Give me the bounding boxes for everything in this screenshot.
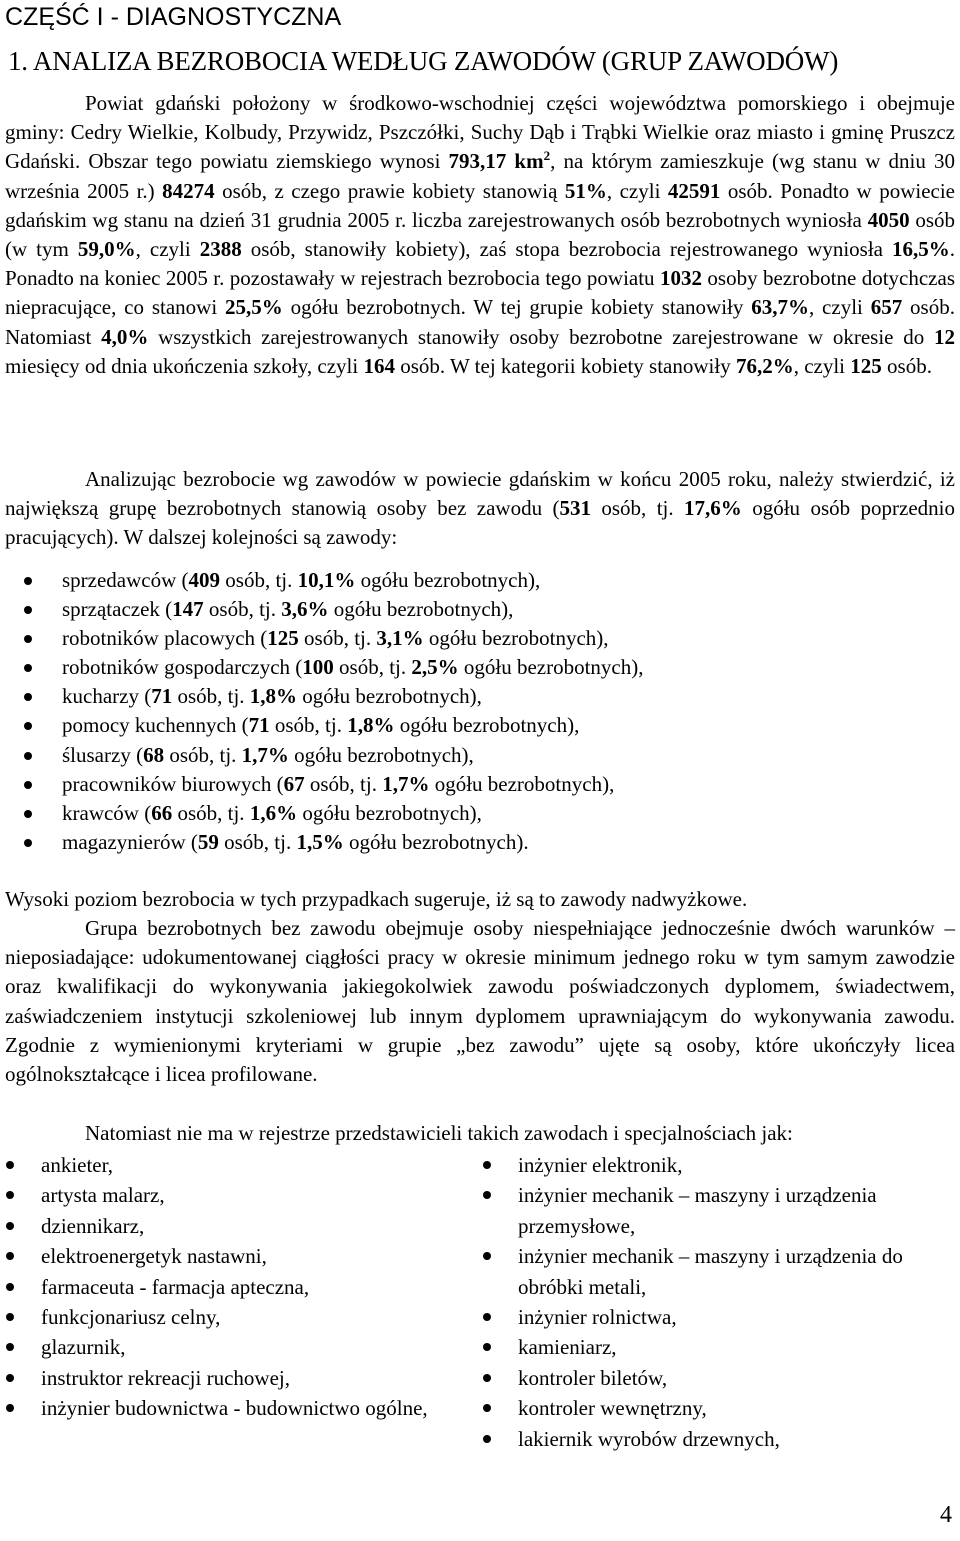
list-item: elektroenergetyk nastawni, (5, 1241, 445, 1271)
list-item: robotników placowych (125 osób, tj. 3,1% ogółu bezrobotnych), (5, 624, 905, 653)
list-item: sprzedawców (409 osób, tj. 10,1% ogółu bezrobotnych), (5, 566, 905, 595)
list-item: kucharzy (71 osób, tj. 1,8% ogółu bezrobotnych), (5, 682, 905, 711)
list-item: kontroler wewnętrzny, (482, 1393, 960, 1423)
list-item: dziennikarz, (5, 1211, 445, 1241)
list-item: inżynier mechanik – maszyny i urządzenia przemysłowe, (482, 1180, 960, 1241)
list-item: inżynier mechanik – maszyny i urządzenia do obróbki metali, (482, 1241, 960, 1302)
list-item: magazynierów (59 osób, tj. 1,5% ogółu bezrobotnych). (5, 828, 905, 857)
missing-occupations-list-left (5, 1150, 445, 1424)
list-item: lakiernik wyrobów drzewnych, (482, 1424, 960, 1454)
page-number: 4 (940, 1502, 952, 1528)
list-item: ankieter, (5, 1150, 445, 1180)
list-item: krawców (66 osób, tj. 1,6% ogółu bezrobotnych), (5, 799, 905, 828)
paragraph-surplus-occupations: Wysoki poziom bezrobocia w tych przypadkach sugeruje, iż są to zawody nadwyżkowe. (5, 887, 748, 911)
list-item: artysta malarz, (5, 1180, 445, 1210)
section-title: 1. ANALIZA BEZROBOCIA WEDŁUG ZAWODÓW (GRUP ZAWODÓW) (8, 46, 839, 76)
list-item: pracowników biurowych (67 osób, tj. 1,7% ogółu bezrobotnych), (5, 770, 905, 799)
list-item: inżynier rolnictwa, (482, 1302, 960, 1332)
list-item: inżynier elektronik, (482, 1150, 960, 1180)
list-item: kamieniarz, (482, 1332, 960, 1362)
list-item: instruktor rekreacji ruchowej, (5, 1363, 445, 1393)
paragraph-occupation-analysis: Analizując bezrobocie wg zawodów w powiecie gdańskim w końcu 2005 roku, należy stwierdzić, iż największą grupę bezrobotnych stanowią osoby bez zawodu (531 osób, tj. 17,6% ogółu osób poprzednio pracujących). W dalszej kolejności są zawody: (5, 467, 955, 550)
list-item: ślusarzy (68 osób, tj. 1,7% ogółu bezrobotnych), (5, 741, 905, 770)
list-item: kontroler biletów, (482, 1363, 960, 1393)
list-item: funkcjonariusz celny, (5, 1302, 445, 1332)
part-title: CZĘŚĆ I - DIAGNOSTYCZNA (5, 3, 342, 31)
list-item: pomocy kuchennych (71 osób, tj. 1,8% ogółu bezrobotnych), (5, 711, 905, 740)
list-item: inżynier budownictwa - budownictwo ogólne, (5, 1393, 445, 1423)
paragraph-missing-occupations: Natomiast nie ma w rejestrze przedstawicieli takich zawodach i specjalnościach jak: (85, 1121, 793, 1145)
list-item: sprzątaczek (147 osób, tj. 3,6% ogółu bezrobotnych), (5, 595, 905, 624)
paragraph-district-overview: Powiat gdański położony w środkowo-wschodniej części województwa pomorskiego i obejmuje gminy: Cedry Wielkie, Kolbudy, Przywidz, Pszczółki, Suchy Dąb i Trąbki Wielkie oraz miasto i gminę Pruszcz Gdański. Obszar tego powiatu ziemskiego wynosi 793,17 $km^2$, na którym zamieszkuje (wg stanu w dniu 30 września 2005 r.) 84274 osób, z czego prawie kobiety stanowią 51%, czyli 42591 osób. Ponadto w powiecie gdańskim wg stanu na dzień 31 grudnia 2005 r. liczba zarejestrowanych osób bezrobotnych wyniosła 4050 osób (w tym 59,0%, czyli 2388 osób, stanowiły kobiety), zaś stopa bezrobocia rejestrowanego wyniosła 16,5%. Ponadto na koniec 2005 r. pozostawały w rejestrach bezrobocia tego powiatu 1032 osoby bezrobotne dotychczas niepracujące, co stanowi 25,5% ogółu bezrobotnych. W tej grupie kobiety stanowiły 63,7%, czyli 657 osób. Natomiast 4,0% wszystkich zarejestrowanych stanowiły osoby bezrobotne zarejestrowane w okresie do 12 miesięcy od dnia ukończenia szkoły, czyli 164 osób. W tej kategorii kobiety stanowiły 76,2%, czyli 125 osób. (5, 91, 955, 378)
paragraph-no-profession-group: Grupa bezrobotnych bez zawodu obejmuje osoby niespełniające jednocześnie dwóch warunków – nieposiadające: udokumentowanej ciągłości pracy w okresie minimum jednego roku w tym samym zawodzie oraz kwalifikacji do wykonywania jakiegokolwiek zawodu poświadczonych dyplomem, świadectwem, zaświadczeniem instytucji szkoleniowej lub innym dyplomem uprawniającym do wykonywania zawodu. Zgodnie z wymienionymi kryteriami w grupie „bez zawodu” ujęte są osoby, które ukończyły licea ogólnokształcące i licea profilowane. (5, 916, 955, 1087)
list-item: farmaceuta - farmacja apteczna, (5, 1272, 445, 1302)
missing-occupations-list-right (482, 1150, 960, 1454)
list-item: glazurnik, (5, 1332, 445, 1362)
occupation-list (5, 566, 905, 857)
list-item: robotników gospodarczych (100 osób, tj. 2,5% ogółu bezrobotnych), (5, 653, 905, 682)
